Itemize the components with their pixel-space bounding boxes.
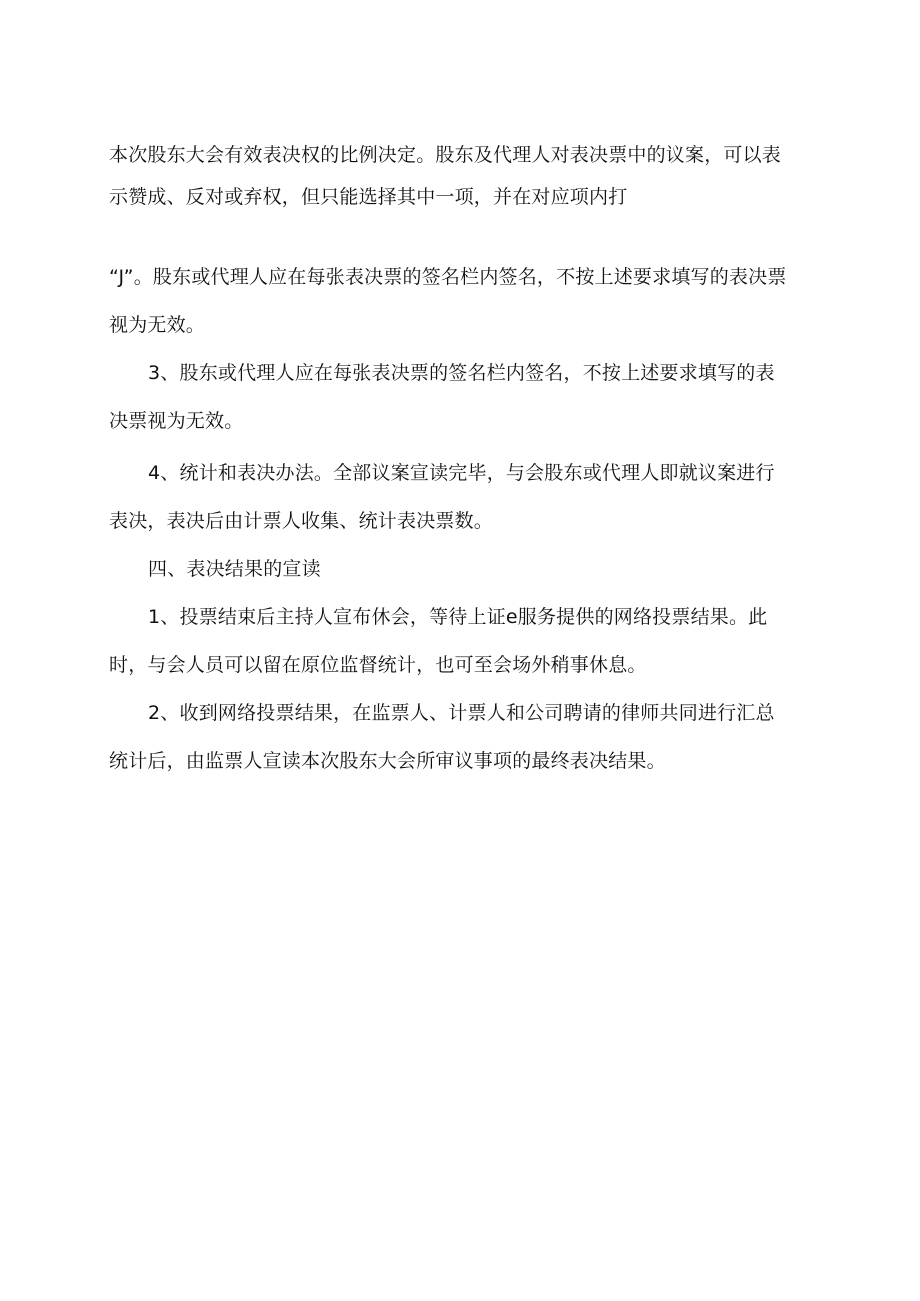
paragraph-line-4: 视为无效。 bbox=[109, 314, 206, 336]
paragraph-line-3: “J”。股东或代理人应在每张表决票的签名栏内签名，不按上述要求填写的表决票 bbox=[109, 266, 787, 288]
item-3-line-2: 决票视为无效。 bbox=[109, 410, 244, 432]
item-3-line-1: 3、股东或代理人应在每张表决票的签名栏内签名，不按上述要求填写的表 bbox=[148, 362, 775, 384]
paragraph-line-2: 示赞成、反对或弃权，但只能选择其中一项，并在对应项内打 bbox=[109, 186, 628, 208]
item-1-line-2: 时，与会人员可以留在原位监督统计，也可至会场外稍事休息。 bbox=[109, 654, 647, 676]
item-4-line-1: 4、统计和表决办法。全部议案宣读完毕，与会股东或代理人即就议案进行 bbox=[148, 462, 775, 484]
item-1-line-1: 1、投票结束后主持人宣布休会，等待上证e服务提供的网络投票结果。此 bbox=[148, 606, 768, 628]
item-4-line-2: 表决，表决后由计票人收集、统计表决票数。 bbox=[109, 510, 494, 532]
item-2-line-2: 统计后，由监票人宣读本次股东大会所审议事项的最终表决结果。 bbox=[109, 750, 666, 772]
paragraph-line-1: 本次股东大会有效表决权的比例决定。股东及代理人对表决票中的议案，可以表 bbox=[109, 144, 782, 166]
item-2-line-1: 2、收到网络投票结果，在监票人、计票人和公司聘请的律师共同进行汇总 bbox=[148, 702, 775, 724]
section-heading-4: 四、表决结果的宣读 bbox=[148, 558, 321, 580]
